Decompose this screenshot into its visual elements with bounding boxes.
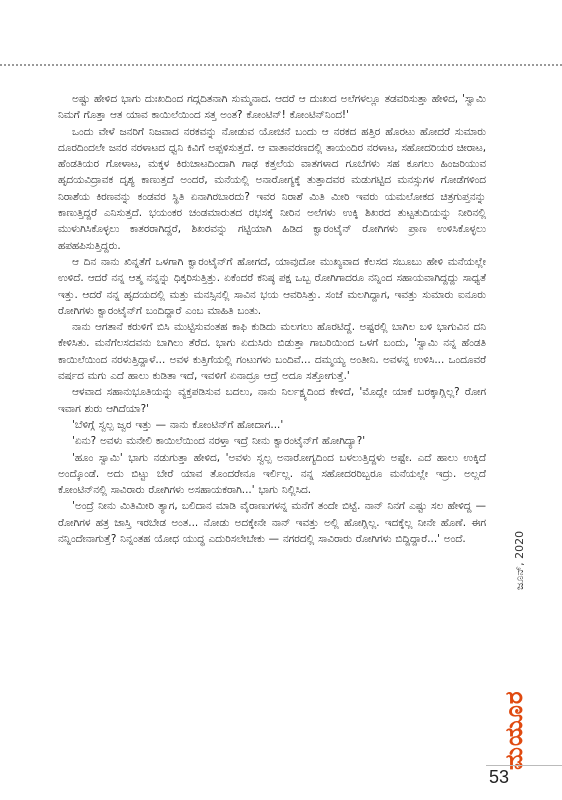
paragraph-5: ಆಳವಾದ ಸಹಾನುಭೂತಿಯನ್ನು ವ್ಯಕ್ತಪಡಿಸುವ ಬದಲು, ನಾನು ನಿರ್ಲಕ್ಷ್ಯದಿಂದ ಕೇಳಿದೆ, 'ಮೊದ್ಲೇ ಯಾಕೆ ಬರಕ್ಕಾಗ್ಲಿಲ್ಲ? ರೋಗ ಇವಾಗ ಶುರು ಆಗಿದೆಯಾ?'	[58, 386, 486, 415]
paragraph-4: ನಾನು ಆಗತಾನೆ ಕರುಳಿಗೆ ಬಿಸಿ ಮುಟ್ಟಿಸುವಂತಹ ಕಾಫಿ ಕುಡಿದು ಮಲಗಲು ಹೊರಟಿದ್ದೆ. ಅಷ್ಟರಲ್ಲಿ ಬಾಗಿಲ ಬಳಿ ಭಾಗುವಿನ ದನಿ ಕೇಳಿಸಿತು. ಮನೆಗೆಲಸದವನು ಬಾಗಿಲು ತೆರೆದ. ಭಾಗು ಏದುಸಿರು ಬಿಡುತ್ತಾ ಗಾಬರಿಯಿಂದ ಒಳಗೆ ಬಂದು, 'ಸ್ವಾಮಿ ನನ್ನ ಹೆಂಡತಿ ಕಾಯಿಲೆಯಿಂದ ನರಳುತ್ತಿದ್ದಾಳೆ... ಅವಳ ಕುತ್ತಿಗೆಯಲ್ಲಿ ಗಂಟುಗಳು ಬಂದಿವೆ... ದಮ್ಮಯ್ಯ ಅಂತೀನಿ. ಅವಳನ್ನ ಉಳಿಸಿ... ಒಂದೂವರೆ ವರ್ಷದ ಮಗು ಎದೆ ಹಾಲು ಕುಡಿತಾ ಇದೆ, ಇವಳಿಗೆ ಏನಾದ್ರೂ ಆದ್ರೆ ಅದೂ ಸತ್ತೋಗುತ್ತೆ.'	[58, 321, 486, 383]
dotted-header-rule	[0, 64, 562, 66]
paragraph-3: ಆ ದಿನ ನಾನು ಖಿನ್ನತೆಗೆ ಒಳಗಾಗಿ ಕ್ವಾರಂಟೈನ್‌ಗೆ ಹೋಗದೆ, ಯಾವುದೋ ಮುಖ್ಯವಾದ ಕೆಲಸದ ಸಬೂಬು ಹೇಳಿ ಮನೆಯಲ್ಲೇ ಉಳಿದೆ. ಆದರೆ ನನ್ನ ಆತ್ಮ ನನ್ನನ್ನು ಧಿಕ್ಕರಿಸುತ್ತಿತ್ತು. ಏಕೆಂದರೆ ಕನಿಷ್ಠ ಪಕ್ಷ ಒಬ್ಬ ರೋಗಿಗಾದರೂ ನನ್ನಿಂದ ಸಹಾಯವಾಗಿದ್ದದ್ದು ಸಾಧ್ಯತೆ ಇತ್ತು. ಆದರೆ ನನ್ನ ಹೃದಯದಲ್ಲಿ ಮತ್ತು ಮನಸ್ಸಿನಲ್ಲಿ ಸಾವಿನ ಭಯ ಆವರಿಸಿತ್ತು. ಸಂಜೆ ಮಲಗಿದ್ದಾಗ, ಇವತ್ತು ಸುಮಾರು ಐನೂರು ರೋಗಿಗಳು ಕ್ವಾರಂಟೈನ್‌ಗೆ ಬಂದಿದ್ದಾರೆ ಎಂಬ ಮಾಹಿತಿ ಬಂತು.	[58, 255, 486, 317]
issue-date: ಜೂನ್, 2020	[513, 530, 526, 590]
article-body	[58, 91, 486, 547]
paragraph-6: 'ಬೆಳಿಗ್ಗೆ ಸ್ವಲ್ಪ ಜ್ವರ ಇತ್ತು — ನಾನು ಕೋಂಟಿನ್‌ಗೆ ಹೋದಾಗ...'	[72, 418, 284, 431]
page-number: 53	[489, 767, 510, 787]
footer-rule	[486, 765, 562, 766]
paragraph-8: 'ಹೂಂ ಸ್ವಾಮಿ' ಭಾಗು ನಡುಗುತ್ತಾ ಹೇಳಿದ, 'ಅವಳು ಸ್ವಲ್ಪ ಅನಾರೋಗ್ಯದಿಂದ ಬಳಲುತ್ತಿದ್ದಳು ಅಷ್ಟೇ. ಎದೆ ಹಾಲು ಉಕ್ಕಿದೆ ಅಂದ್ಕೊಂಡೆ. ಅದು ಬಿಟ್ಟು ಬೇರೆ ಯಾವ ತೊಂದರೇನೂ ಇರ್ಲಿಲ್ಲ. ನನ್ನ ಸಹೋದರರಿಬ್ಬರೂ ಮನೆಯಲ್ಲೇ ಇದ್ರು. ಅಲ್ಲದೆ ಕೋಂಟಿನ್‌ನಲ್ಲಿ ಸಾವಿರಾರು ರೋಗಿಗಳು ಅಸಹಾಯಕರಾಗಿ...' ಭಾಗು ನಿಲ್ಲಿಸಿದ.	[58, 451, 486, 497]
paragraph-9: 'ಅಂದ್ರೆ ನೀನು ಮಿತಿಮೀರಿ ತ್ಯಾಗ, ಬಲಿದಾನ ಮಾಡಿ ವೈರಾಣುಗಳನ್ನ ಮನೆಗೆ ತಂದೇ ಬಿಟ್ಟೆ. ನಾನ್ ನಿನಗೆ ಎಷ್ಟು ಸಲ ಹೇಳಿದ್ದ — ರೋಗಿಗಳ ಹತ್ರ ಜಾಸ್ತಿ ಇರಬೇಡ ಅಂತ... ನೋಡು ಅದಕ್ಕೇನೇ ನಾನ್ ಇವತ್ತು ಅಲ್ಲಿ ಹೋಗ್ಲಿಲ್ಲ. ಇದಕ್ಕೆಲ್ಲ ನೀನೇ ಹೊಣೆ. ಈಗ ನನ್ನಿಂದೇನಾಗುತ್ತೆ? ನಿನ್ನಂತಹ ಯೋಧ ಯುದ್ಧ ಎದುರಿಸಲೇಬೇಕು — ನಗರದಲ್ಲಿ ಸಾವಿರಾರು ರೋಗಿಗಳು ಬಿದ್ದಿದ್ದಾರೆ...' ಅಂದೆ.	[58, 500, 486, 546]
magazine-masthead: ಮಯೂರ	[500, 690, 528, 770]
paragraph-7: 'ಏನು? ಅವಳು ಮನೇಲಿ ಕಾಯಿಲೆಯಿಂದ ನರಳ್ತಾ ಇದ್ರೆ ನೀನು ಕ್ವಾರಂಟೈನ್‌ಗೆ ಹೋಗಿದ್ಯಾ?'	[72, 435, 366, 448]
paragraph-2: ಒಂದು ವೇಳೆ ಜನರಿಗೆ ನಿಜವಾದ ನರಕವನ್ನು ನೋಡುವ ಯೋಚನೆ ಬಂದು ಆ ನರಕದ ಹತ್ತಿರ ಹೊರಟು ಹೋದರೆ ಸುಮಾರು ದೂರದಿಂದಲೇ ಜನರ ನರಳಾಟದ ಧ್ವನಿ ಕಿವಿಗೆ ಅಪ್ಪಳಿಸುತ್ತದೆ. ಆ ವಾತಾವರಣದಲ್ಲಿ ತಾಯಂದಿರ ನರಳಾಟ, ಸಹೋದರಿಯರ ಚೀರಾಟ, ಹೆಂಡತಿಯರ ಗೋಳಾಟ, ಮಕ್ಕಳ ಕಿರುಚಾಟದಿಂದಾಗಿ ಗಾಢ ಕತ್ತಲೆಯ ವಾತಗಳಾದ ಗೂಬೆಗಳು ಸಹ ಕೂಗಲು ಹಿಂಜರಿಯುವ ಹೃದಯವಿದ್ರಾವಕ ದೃಶ್ಯ ಕಾಣುತ್ತದೆ ಅಂದರೆ, ಮನೆಯಲ್ಲಿ ಅನಾರೋಗ್ಯಕ್ಕೆ ತುತ್ತಾದವರ ಮಡುಗಟ್ಟಿದ ಮನಸ್ಸುಗಳ ಗೋಡೆಗಳಿಂದ ನಿರಾಶೆಯ ಕಿರಣವನ್ನು ಕಂಡವರ ಸ್ಥಿತಿ ಏನಾಗಿರಬಾರದು? ಇವರ ನಿರಾಶೆ ಮಿತಿ ಮೀರಿ ಇವರು ಯಮಲೋಕದ ಚಿತ್ರಗುಪ್ತನನ್ನು ಕಾಣುತ್ತಿದ್ದರೆ ಎನಿಸುತ್ತದೆ. ಭಯಂಕರ ಚಂಡಮಾರುತದ ರಭಸಕ್ಕೆ ನೀರಿನ ಅಲೆಗಳು ಉಕ್ಕಿ ಶಿಖರದ ತುಟ್ಟತುದಿಯನ್ನು ನೀರಿನಲ್ಲಿ ಮುಳುಗಿಸಿಕೊಳ್ಳಲು ಕಾತರರಾಗಿದ್ದರೆ, ಶಿಖರವನ್ನು ಗಟ್ಟಿಯಾಗಿ ಹಿಡಿದ ಕ್ವಾರಂಟೈನ್ ರೋಗಿಗಳು ಪ್ರಾಣ ಉಳಿಸಿಕೊಳ್ಳಲು ಹಪಹಪಿಸುತ್ತಿದ್ದರು.	[58, 125, 486, 252]
paragraph-1: ಅಷ್ಟು ಹೇಳಿದ ಭಾಗು ದುಃಖದಿಂದ ಗದ್ಗದಿತನಾಗಿ ಸುಮ್ಮನಾದ. ಆದರೆ ಆ ದುಃಖದ ಅಲೆಗಳಲ್ಲೂ ತಡವರಿಸುತ್ತಾ ಹೇಳಿದ, 'ಸ್ವಾಮಿ ನಿಮಗೆ ಗೊತ್ತಾ ಆತ ಯಾವ ಕಾಯಿಲೆಯಿಂದ ಸತ್ತ ಅಂತ? ಕೋಂಟಿನ್! ಕೋಂಟಿನ್‌ನಿಂದ!'	[58, 93, 486, 122]
